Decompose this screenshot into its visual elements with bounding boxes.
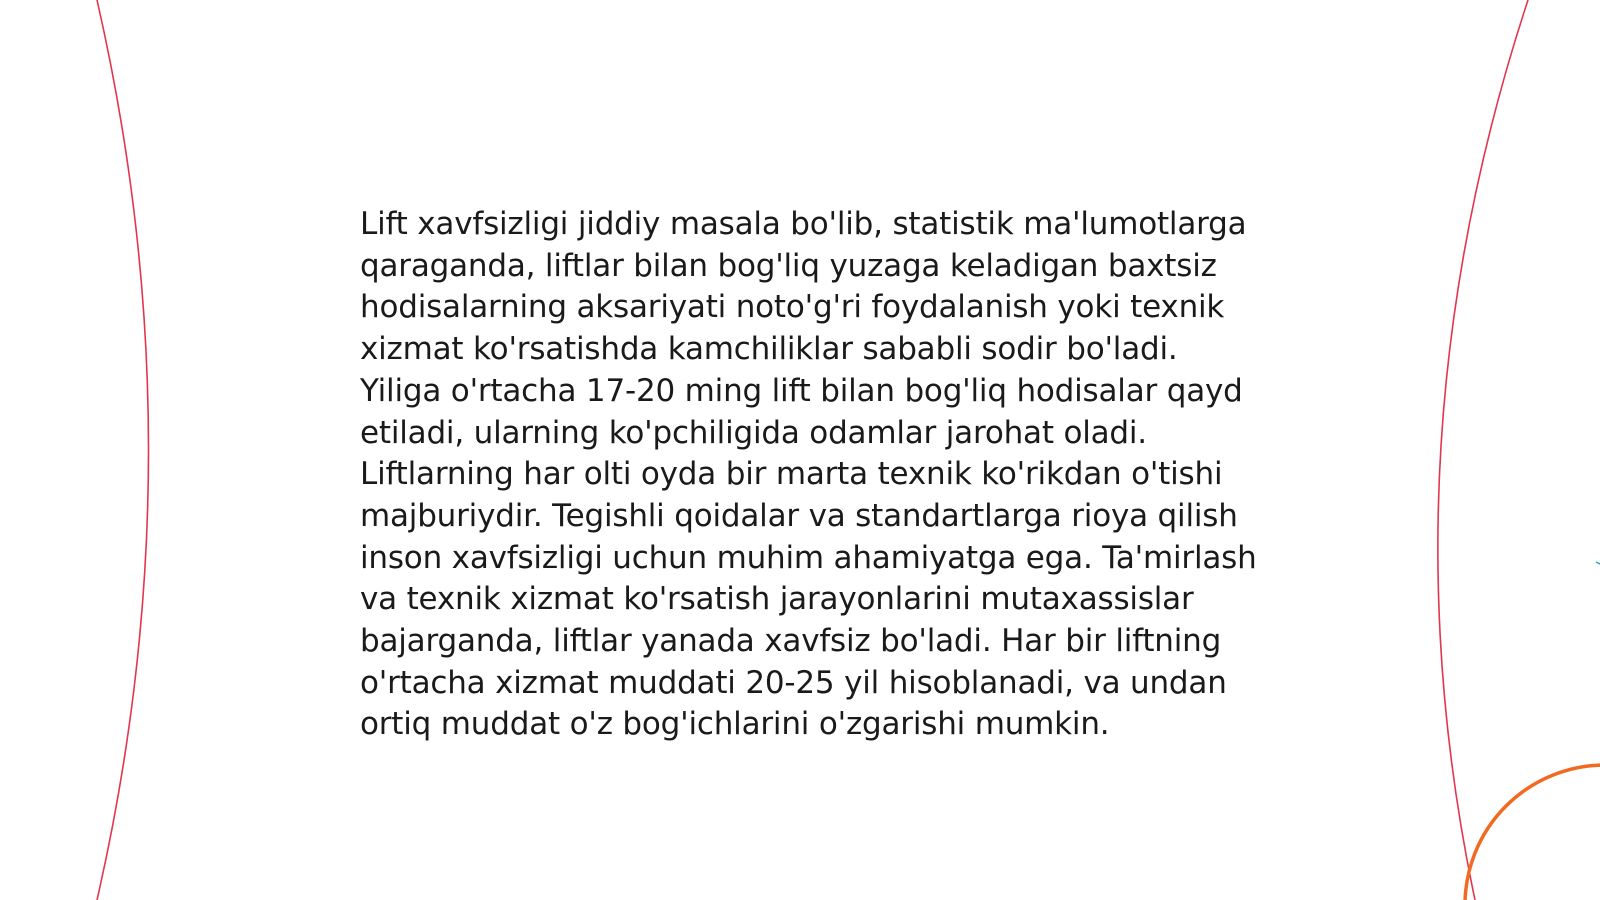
right-red-curve — [1438, 0, 1528, 900]
left-red-curve — [97, 0, 149, 900]
orange-circle-arc — [1465, 765, 1600, 900]
teal-accent-mark — [1596, 562, 1600, 564]
body-paragraph: Lift xavfsizligi jiddiy masala bo'lib, statistik ma'lumotlarga qaraganda, liftlar bilan bog'liq yuzaga keladigan baxtsiz hodisalarning aksariyati noto'g'ri foydalanish yoki texnik xizmat ko'rsatishda kamchiliklar sababli sodir bo'ladi. Yiliga o'rtacha 17-20 ming lift bilan bog'liq hodisalar qayd etiladi, ularning ko'pchiligida odamlar jarohat oladi. Liftlarning har olti oyda bir marta texnik ko'rikdan o'tishi majburiydir. Tegishli qoidalar va standartlarga rioya qilish inson xavfsizligi uchun muhim ahamiyatga ega. Ta'mirlash va texnik xizmat ko'rsatish jarayonlarini mutaxassislar bajarganda, liftlar yanada xavfsiz bo'ladi. Har bir liftning o'rtacha xizmat muddati 20-25 yil hisoblanadi, va undan ortiq muddat o'z bog'ichlarini o'zgarishi mumkin. — [360, 206, 1257, 743]
